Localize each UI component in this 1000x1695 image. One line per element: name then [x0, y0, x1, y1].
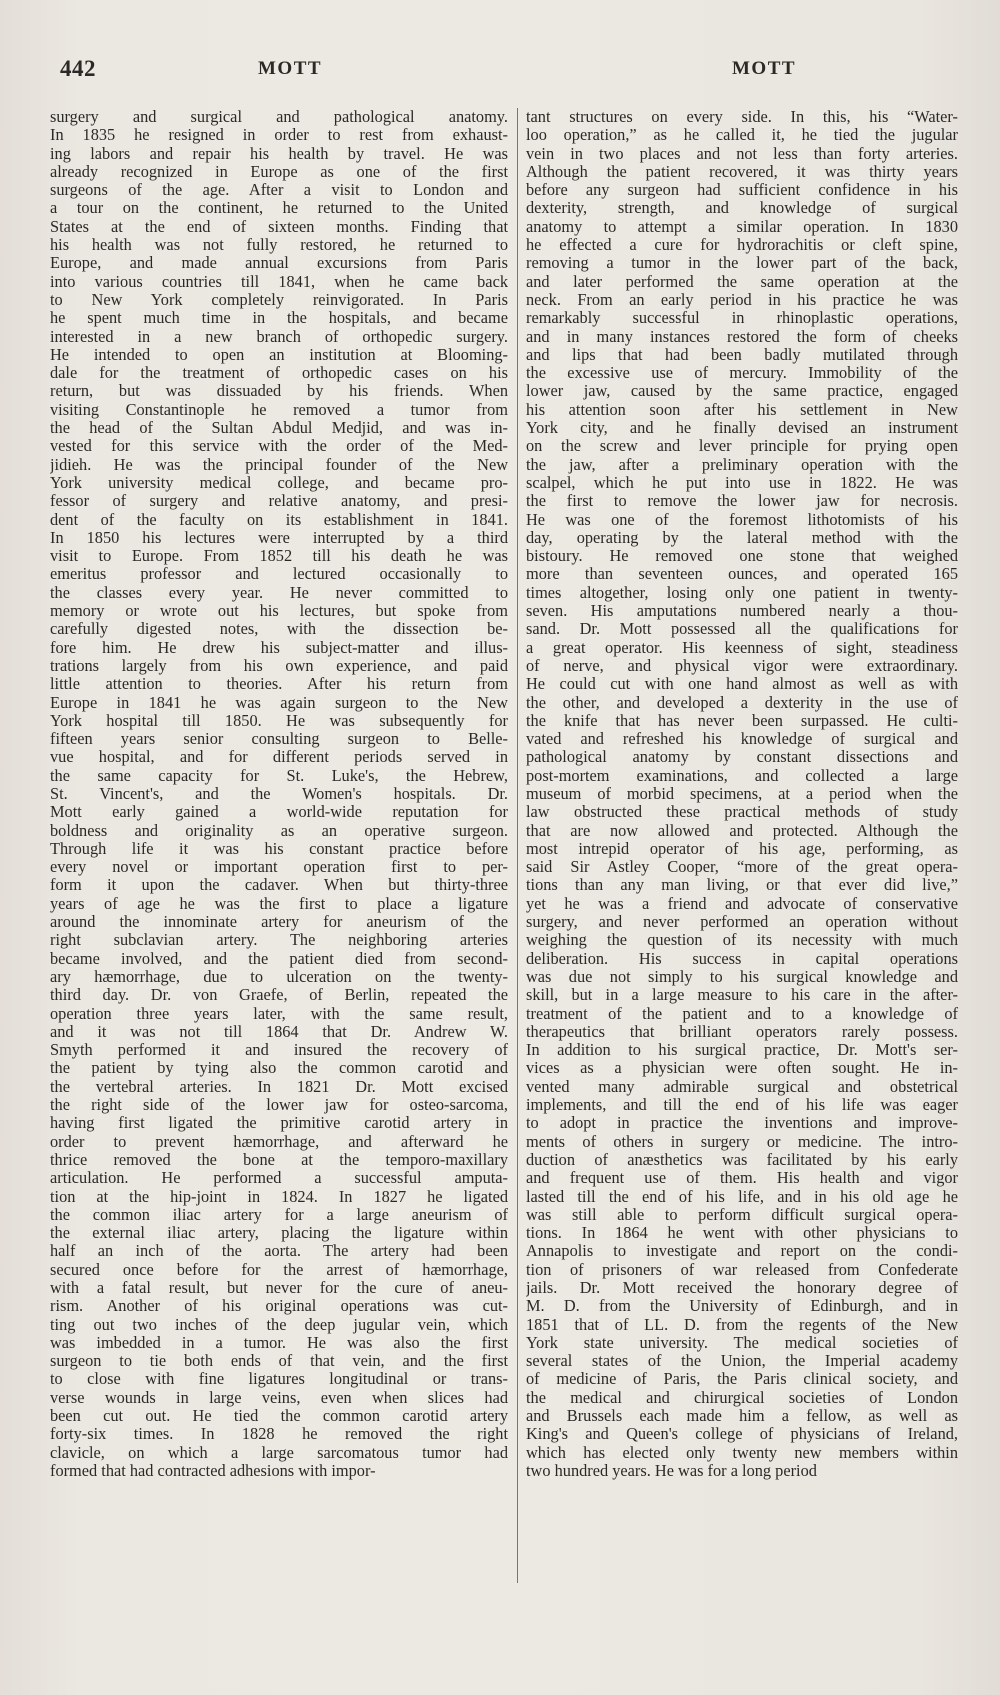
text-line: boldness and originality as an operative surgeon. [50, 821, 508, 840]
text-line: already recognized in Europe as one of the first [50, 162, 508, 181]
text-line: several states of the Union, the Imperial academy [526, 1352, 958, 1371]
text-line: Europe, and made annual excursions from Paris [50, 254, 508, 273]
text-line: St. Vincent's, and the Women's hospitals. Dr. [50, 784, 508, 803]
text-line: surgeons of the age. After a visit to London and [50, 181, 508, 200]
text-line: Smyth performed it and insured the recovery of [50, 1041, 508, 1060]
text-line: vices as a physician were often sought. He in- [526, 1059, 958, 1078]
text-line: surgery, and never performed an operation without [526, 913, 958, 932]
text-line: dale for the treatment of orthopedic cases on his [50, 364, 508, 383]
text-line: right subclavian artery. The neighboring arteries [50, 931, 508, 950]
text-line: vein in two places and not less than forty arteries. [526, 144, 958, 163]
text-line: Although the patient recovered, it was thirty years [526, 162, 958, 181]
text-line: yet he was a friend and advocate of conservative [526, 894, 958, 913]
text-line: of medicine of Paris, the Paris clinical society, and [526, 1370, 958, 1389]
text-line: third day. Dr. von Graefe, of Berlin, repeated the [50, 986, 508, 1005]
text-line: seven. His amputations numbered nearly a thou- [526, 602, 958, 621]
text-line: Through life it was his constant practice before [50, 839, 508, 858]
text-line: years of age he was the first to place a ligature [50, 894, 508, 913]
text-line: form it upon the cadaver. When but thirty-three [50, 876, 508, 895]
text-line: therapeutics that brilliant operators rarely possess. [526, 1022, 958, 1041]
text-line: tant structures on every side. In this, his “Water- [526, 108, 958, 126]
text-line: the external iliac artery, placing the ligature within [50, 1224, 508, 1243]
text-line: weighing the question of its necessity with much [526, 931, 958, 950]
text-line: York university medical college, and became pro- [50, 473, 508, 492]
text-line: vested for this service with the order of the Med- [50, 437, 508, 456]
text-line: day, operating by the lateral method with the [526, 528, 958, 547]
text-line: tion at the hip-joint in 1824. In 1827 he ligated [50, 1187, 508, 1206]
right-text-column [526, 108, 958, 1480]
text-line: York city, and he finally devised an instrument [526, 419, 958, 438]
text-line: to close with fine ligatures longitudinal or trans- [50, 1370, 508, 1389]
text-line: and later performed the same operation at the [526, 272, 958, 291]
text-line: York state university. The medical societies of [526, 1333, 958, 1352]
text-line: said Sir Astley Cooper, “more of the great opera- [526, 858, 958, 877]
text-line: sand. Dr. Mott possessed all the qualifications for [526, 620, 958, 639]
text-line: vented many admirable surgical and obstetrical [526, 1077, 958, 1096]
text-line: bistoury. He removed one stone that weighed [526, 547, 958, 566]
text-line: of nerve, and physical vigor were extraordinary. [526, 656, 958, 675]
text-line: the medical and chirurgical societies of London [526, 1388, 958, 1407]
text-line: two hundred years. He was for a long period [526, 1461, 817, 1480]
text-line: and Brussels each made him a fellow, as well as [526, 1407, 958, 1426]
page-header [0, 56, 1000, 86]
text-line: before any surgeon had sufficient confidence in his [526, 181, 958, 200]
text-line: dent of the faculty on its establishment in 1841. [50, 510, 508, 529]
text-line: forty-six times. In 1828 he removed the right [50, 1425, 508, 1444]
text-line: times altogether, losing only one patient in twenty- [526, 583, 958, 602]
text-line: fifteen years senior consulting surgeon to Belle- [50, 730, 508, 749]
text-line: lasted till the end of his life, and in his old age he [526, 1187, 958, 1206]
text-line: the classes every year. He never committed to [50, 583, 508, 602]
text-line: around the innominate artery for aneurism of the [50, 913, 508, 932]
text-line: thrice removed the bone at the temporo-maxillary [50, 1150, 508, 1169]
text-line: into various countries till 1841, when he came back [50, 272, 508, 291]
text-line: ments of others in surgery or medicine. The intro- [526, 1132, 958, 1151]
text-line: carefully digested notes, with the dissection be- [50, 620, 508, 639]
text-line: little attention to theories. After his return from [50, 675, 508, 694]
text-line: the common iliac artery for a large aneurism of [50, 1205, 508, 1224]
text-line: half an inch of the aorta. The artery had been [50, 1242, 508, 1261]
text-line: was still able to perform difficult surgical opera- [526, 1205, 958, 1224]
text-line: and lips that had been badly mutilated through [526, 345, 958, 364]
column-divider [517, 108, 518, 1583]
text-line: was imbedded in a tumor. He was also the first [50, 1333, 508, 1352]
text-line: and it was not till 1864 that Dr. Andrew W. [50, 1022, 508, 1041]
text-line: duction of anæsthetics was facilitated by his early [526, 1150, 958, 1169]
text-line: he spent much time in the hospitals, and became [50, 309, 508, 328]
text-line: the jaw, after a preliminary operation with the [526, 455, 958, 474]
text-line: the vertebral arteries. In 1821 Dr. Mott excised [50, 1077, 508, 1096]
text-line: ing labors and repair his health by travel. He was [50, 144, 508, 163]
text-line: skill, but in a large measure to his care in the after- [526, 986, 958, 1005]
text-line: scalpel, which he put into use in 1822. He was [526, 473, 958, 492]
text-line: became involved, and the patient died from second- [50, 949, 508, 968]
text-line: the head of the Sultan Abdul Medjid, and was in- [50, 419, 508, 438]
text-line: post-mortem examinations, and collected a large [526, 766, 958, 785]
text-line: secured once before for the arrest of hæmorrhage, [50, 1260, 508, 1279]
text-line: 1851 that of LL. D. from the regents of the New [526, 1315, 958, 1334]
text-line: Annapolis to investigate and report on the condi- [526, 1242, 958, 1261]
text-line: jails. Dr. Mott received the honorary degree of [526, 1279, 958, 1297]
text-line: the other, and developed a dexterity in the use of [526, 693, 958, 712]
text-line: verse wounds in large veins, even when slices had [50, 1388, 508, 1407]
text-line: lower jaw, caused by the same practice, engaged [526, 382, 958, 401]
text-line: emeritus professor and lectured occasionally to [50, 565, 508, 584]
text-line: York hospital till 1850. He was subsequently for [50, 711, 508, 730]
text-line: ary hæmorrhage, due to ulceration on the twenty- [50, 967, 508, 986]
text-line: the same capacity for St. Luke's, the Hebrew, [50, 766, 508, 785]
text-line: was due not simply to his surgical knowledge and [526, 967, 958, 986]
text-line: fessor of surgery and relative anatomy, and presi- [50, 492, 508, 511]
text-line: He was one of the foremost lithotomists of his [526, 510, 958, 529]
text-line: ting out two inches of the deep jugular vein, which [50, 1315, 508, 1334]
running-head-left: MOTT [258, 58, 323, 79]
text-line: anatomy to attempt a similar operation. In 1830 [526, 217, 958, 236]
text-line: formed that had contracted adhesions with impor- [50, 1461, 376, 1480]
running-head-right: MOTT [732, 58, 797, 79]
text-line: articulation. He performed a successful amputa- [50, 1169, 508, 1188]
text-line: rism. Another of his original operations was cut- [50, 1297, 508, 1316]
text-line: visit to Europe. From 1852 till his death he was [50, 547, 508, 566]
text-line: fore him. He drew his subject-matter and illus- [50, 638, 508, 657]
text-line: In 1850 his lectures were interrupted by a third [50, 528, 508, 547]
text-line: vated and refreshed his knowledge of surgical and [526, 730, 958, 749]
text-line: He could cut with one hand almost as well as with [526, 675, 958, 694]
text-line: Europe in 1841 he was again surgeon to the New [50, 693, 508, 712]
text-line: the knife that has never been surpassed. He culti- [526, 711, 958, 730]
text-line: vue hospital, and for different periods served in [50, 748, 508, 767]
text-line: M. D. from the University of Edinburgh, and in [526, 1297, 958, 1316]
text-line: and in many instances restored the form of cheeks [526, 327, 958, 346]
text-line: deliberation. His success in capital operations [526, 949, 958, 968]
text-line: a tour on the continent, he returned to the United [50, 199, 508, 218]
text-line: clavicle, on which a large sarcomatous tumor had [50, 1443, 508, 1462]
text-line: dexterity, strength, and knowledge of surgical [526, 199, 958, 218]
text-line: memory or wrote out his lectures, but spoke from [50, 602, 508, 621]
text-line: on the screw and lever principle for prying open [526, 437, 958, 456]
text-line: King's and Queen's college of physicians of Ireland, [526, 1425, 958, 1444]
text-line: In addition to his surgical practice, Dr. Mott's ser- [526, 1041, 958, 1060]
text-line: operation three years later, with the same result, [50, 1004, 508, 1023]
text-line: trations largely from his own experience, and paid [50, 656, 508, 675]
text-line: He intended to open an institution at Blooming- [50, 345, 508, 364]
text-line: order to prevent hæmorrhage, and afterward he [50, 1132, 508, 1151]
text-line: Mott early gained a world-wide reputation for [50, 803, 508, 822]
text-line: to New York completely reinvigorated. In Paris [50, 290, 508, 309]
text-line: surgery and surgical and pathological anatomy. [50, 108, 508, 126]
text-line: with a fatal result, but never for the cure of aneu- [50, 1279, 508, 1297]
text-line: a great operator. His keenness of sight, steadiness [526, 638, 958, 657]
text-line: tion of prisoners of war released from Confederate [526, 1260, 958, 1279]
text-line: to adopt in practice the inventions and improve- [526, 1114, 958, 1133]
text-line: the excessive use of mercury. Immobility of the [526, 364, 958, 383]
text-line: his attention soon after his settlement in New [526, 400, 958, 419]
text-line: which has elected only twenty new members within [526, 1443, 958, 1462]
text-line: visiting Constantinople he removed a tumor from [50, 400, 508, 419]
left-text-column [50, 108, 508, 1480]
text-line: interested in a new branch of orthopedic surgery. [50, 327, 508, 346]
text-line: museum of morbid specimens, at a period when the [526, 784, 958, 803]
text-line: the first to remove the lower jaw for necrosis. [526, 492, 958, 511]
text-line: remarkably successful in rhinoplastic operations, [526, 309, 958, 328]
text-line: the patient by tying also the common carotid and [50, 1059, 508, 1078]
text-line: been cut out. He tied the common carotid artery [50, 1407, 508, 1426]
text-line: law obstructed these practical methods of study [526, 803, 958, 822]
text-line: surgeon to tie both ends of that vein, and the first [50, 1352, 508, 1371]
text-line: treatment of the patient and to a knowledge of [526, 1004, 958, 1023]
text-line: In 1835 he resigned in order to rest from exhaust- [50, 126, 508, 145]
page-number: 442 [60, 56, 96, 81]
text-line: implements, and till the end of his life was eager [526, 1096, 958, 1115]
text-line: most intrepid operator of his age, performing, as [526, 839, 958, 858]
text-line: the right side of the lower jaw for osteo-sarcoma, [50, 1096, 508, 1115]
text-line: loo operation,” as he called it, he tied the jugular [526, 126, 958, 145]
text-line: his health was not fully restored, he returned to [50, 236, 508, 255]
text-line: jidieh. He was the principal founder of the New [50, 455, 508, 474]
text-line: neck. From an early period in his practice he was [526, 290, 958, 309]
text-line: that are now allowed and protected. Although the [526, 821, 958, 840]
text-line: pathological anatomy by constant dissections and [526, 748, 958, 767]
text-line: removing a tumor in the lower part of the back, [526, 254, 958, 273]
text-line: and frequent use of them. His health and vigor [526, 1169, 958, 1188]
text-line: return, but was dissuaded by his friends. When [50, 382, 508, 401]
text-line: more than seventeen ounces, and operated 165 [526, 565, 958, 584]
text-line: having first ligated the primitive carotid artery in [50, 1114, 508, 1133]
text-line: tions than any man living, or that ever did live,” [526, 876, 958, 895]
text-line: every novel or important operation first to per- [50, 858, 508, 877]
text-line: tions. In 1864 he went with other physicians to [526, 1224, 958, 1243]
text-line: he effected a cure for hydrorachitis or cleft spine, [526, 236, 958, 255]
text-line: States at the end of sixteen months. Finding that [50, 217, 508, 236]
